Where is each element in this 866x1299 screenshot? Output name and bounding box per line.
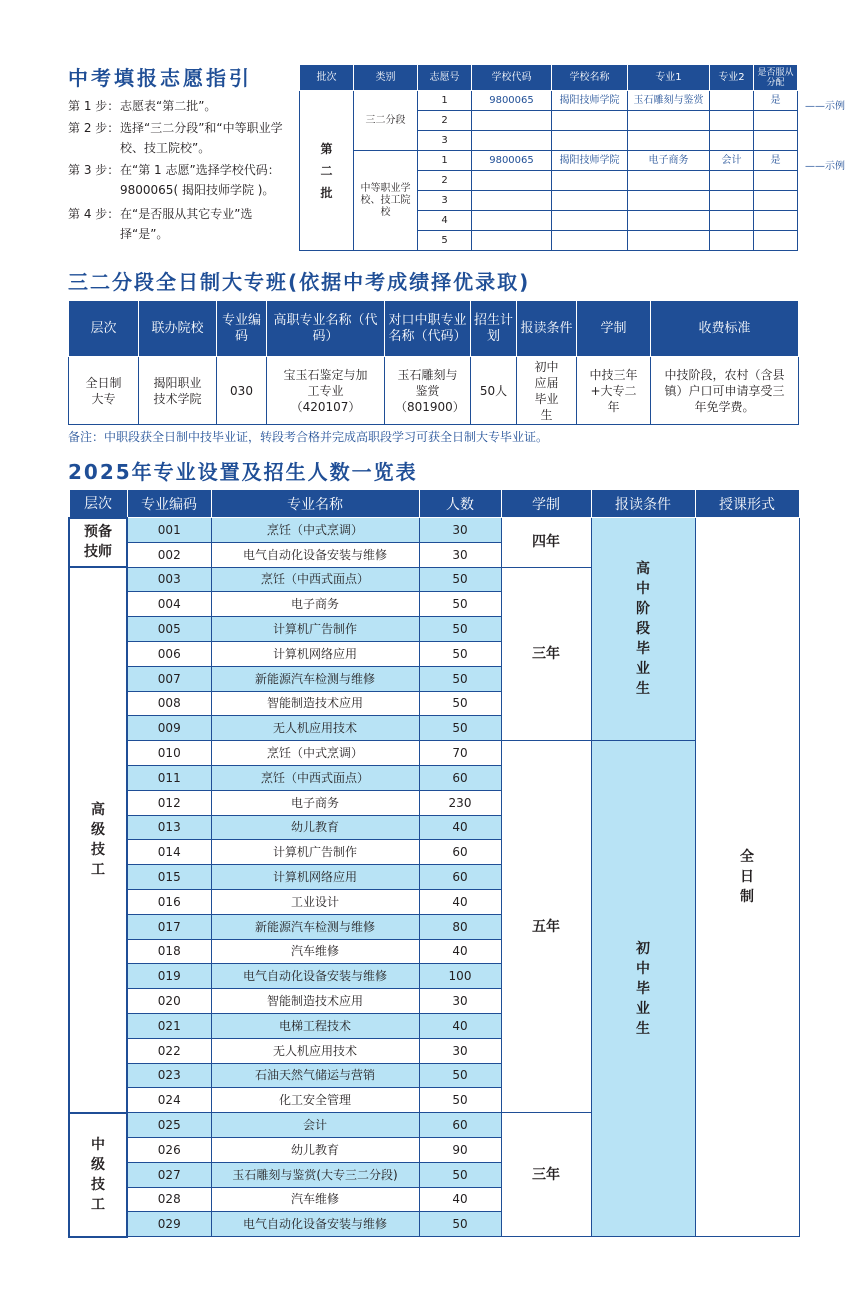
t3-header: 专业编码 <box>127 490 211 518</box>
enrollment-count: 50 <box>419 567 501 592</box>
major-code: 006 <box>127 641 211 666</box>
section2-title: 三二分段全日制大专班(依据中考成绩择优录取) <box>68 270 531 294</box>
major-name: 烹饪（中西式面点） <box>211 567 419 592</box>
enrollment-count: 30 <box>419 542 501 567</box>
form-cell: 玉石雕刻与鉴赏 <box>628 91 710 111</box>
enrollment-count: 60 <box>419 765 501 790</box>
major-name: 计算机网络应用 <box>211 865 419 890</box>
form-header: 志愿号 <box>418 65 472 91</box>
form-cell: 是 <box>754 151 798 171</box>
major-name: 无人机应用技术 <box>211 716 419 741</box>
form-header: 学校代码 <box>472 65 552 91</box>
t2-plan: 50人 <box>471 357 517 425</box>
form-cell: 9800065 <box>472 151 552 171</box>
t3-header: 学制 <box>501 490 591 518</box>
major-code: 026 <box>127 1137 211 1162</box>
enrollment-count: 30 <box>419 1038 501 1063</box>
major-name: 计算机广告制作 <box>211 840 419 865</box>
section3-title: 2025年专业设置及招生人数一览表 <box>68 460 418 484</box>
guide-step-1 <box>68 96 217 116</box>
major-code: 020 <box>127 989 211 1014</box>
joint-college-table <box>68 300 799 425</box>
t3-header: 报读条件 <box>591 490 695 518</box>
t2-header: 专业编码 <box>217 301 267 357</box>
major-name: 新能源汽车检测与维修 <box>211 914 419 939</box>
step-number: 第 4 步： <box>68 207 120 221</box>
enrollment-count: 80 <box>419 914 501 939</box>
enrollment-count: 70 <box>419 741 501 766</box>
major-code: 015 <box>127 865 211 890</box>
enrollment-count: 50 <box>419 617 501 642</box>
major-name: 计算机广告制作 <box>211 617 419 642</box>
t2-sv-major: 玉石雕刻与鉴赏（801900） <box>385 357 471 425</box>
t2-fee: 中技阶段，农村（含县镇）户口可申请享受三年免学费。 <box>651 357 799 425</box>
major-name: 计算机网络应用 <box>211 641 419 666</box>
major-name: 汽车维修 <box>211 1187 419 1212</box>
application-form-table <box>299 64 798 251</box>
step-text: 选择“三二分段”和“中等职业学校、技工院校”。 <box>120 121 283 155</box>
step-text: 在“第 1 志愿”选择学校代码：9800065( 揭阳技师学院 )。 <box>120 163 280 197</box>
t2-duration: 中技三年+大专二年 <box>577 357 651 425</box>
t2-header: 报读条件 <box>517 301 577 357</box>
major-name: 电子商务 <box>211 790 419 815</box>
duration-cell: 四年 <box>501 518 591 568</box>
enrollment-count: 60 <box>419 865 501 890</box>
level-cell: 高级技工 <box>69 567 127 1113</box>
requirement-cell: 初中毕业生 <box>591 741 695 1237</box>
majors-table <box>68 489 800 1238</box>
major-code: 018 <box>127 939 211 964</box>
major-name: 烹饪（中式烹调） <box>211 741 419 766</box>
major-name: 智能制造技术应用 <box>211 691 419 716</box>
enrollment-count: 40 <box>419 1187 501 1212</box>
form-cell: 电子商务 <box>628 151 710 171</box>
enrollment-count: 50 <box>419 691 501 716</box>
enrollment-count: 30 <box>419 989 501 1014</box>
form-cell: 9800065 <box>472 91 552 111</box>
form-cell: 5 <box>418 231 472 251</box>
step-number: 第 1 步： <box>68 99 120 113</box>
form-cell: 3 <box>418 131 472 151</box>
enrollment-count: 30 <box>419 518 501 543</box>
step-number: 第 3 步： <box>68 163 120 177</box>
t2-header: 收费标准 <box>651 301 799 357</box>
guide-step-3 <box>68 160 280 197</box>
major-name: 新能源汽车检测与维修 <box>211 666 419 691</box>
enrollment-count: 40 <box>419 815 501 840</box>
form-header-row <box>300 65 798 91</box>
form-cell: 是 <box>754 91 798 111</box>
major-code: 017 <box>127 914 211 939</box>
major-name: 幼儿教育 <box>211 1137 419 1162</box>
major-code: 009 <box>127 716 211 741</box>
enrollment-count: 50 <box>419 1088 501 1113</box>
step-text: 在“是否服从其它专业”选择“是”。 <box>120 207 253 241</box>
major-code: 007 <box>127 666 211 691</box>
major-code: 021 <box>127 1013 211 1038</box>
major-code: 023 <box>127 1063 211 1088</box>
major-code: 024 <box>127 1088 211 1113</box>
major-name: 电子商务 <box>211 592 419 617</box>
form-cell: 4 <box>418 211 472 231</box>
major-code: 014 <box>127 840 211 865</box>
form-cell: 2 <box>418 171 472 191</box>
duration-cell: 三年 <box>501 1113 591 1237</box>
major-name: 电气自动化设备安装与维修 <box>211 542 419 567</box>
major-code: 022 <box>127 1038 211 1063</box>
t2-header: 联办院校 <box>139 301 217 357</box>
major-name: 电气自动化设备安装与维修 <box>211 964 419 989</box>
t2-header: 招生计划 <box>471 301 517 357</box>
t3-body <box>69 518 799 1237</box>
t2-row <box>69 357 799 425</box>
form-category-2: 中等职业学校、技工院校 <box>354 151 418 251</box>
form-batch: 第二批 <box>300 91 354 251</box>
guide-step-4 <box>68 204 253 241</box>
enrollment-count: 40 <box>419 889 501 914</box>
step-number: 第 2 步： <box>68 121 120 135</box>
major-code: 003 <box>127 567 211 592</box>
form-header: 批次 <box>300 65 354 91</box>
t3-header: 专业名称 <box>211 490 419 518</box>
major-name: 化工安全管理 <box>211 1088 419 1113</box>
t2-header: 对口中职专业名称（代码） <box>385 301 471 357</box>
major-code: 029 <box>127 1212 211 1237</box>
t2-header: 学制 <box>577 301 651 357</box>
form-header: 专业1 <box>628 65 710 91</box>
major-name: 烹饪（中西式面点） <box>211 765 419 790</box>
enrollment-count: 50 <box>419 1162 501 1187</box>
major-code: 012 <box>127 790 211 815</box>
t2-hv-major: 宝玉石鉴定与加工专业（420107） <box>267 357 385 425</box>
form-cell: 会计 <box>710 151 754 171</box>
t3-header: 人数 <box>419 490 501 518</box>
major-name: 智能制造技术应用 <box>211 989 419 1014</box>
enrollment-count: 50 <box>419 641 501 666</box>
major-name: 烹饪（中式烹调） <box>211 518 419 543</box>
enrollment-count: 50 <box>419 592 501 617</box>
t2-level: 全日制大专 <box>69 357 139 425</box>
form-header: 专业2 <box>710 65 754 91</box>
major-code: 010 <box>127 741 211 766</box>
guide-title: 中考填报志愿指引 <box>68 66 252 90</box>
table-row <box>69 518 799 543</box>
form-cell: 1 <box>418 151 472 171</box>
step-text: 志愿表“第二批”。 <box>120 99 217 113</box>
form-cell: 揭阳技师学院 <box>552 91 628 111</box>
major-name: 电梯工程技术 <box>211 1013 419 1038</box>
major-code: 005 <box>127 617 211 642</box>
form-header: 是否服从分配 <box>754 65 798 91</box>
section2-note: 备注：中职段获全日制中技毕业证，转段考合格并完成高职段学习可获全日制大专毕业证。 <box>68 430 549 444</box>
table-row <box>69 741 799 766</box>
major-code: 004 <box>127 592 211 617</box>
enrollment-count: 230 <box>419 790 501 815</box>
major-code: 028 <box>127 1187 211 1212</box>
t3-header: 授课形式 <box>695 490 799 518</box>
major-name: 玉石雕刻与鉴赏(大专三二分段) <box>211 1162 419 1187</box>
t2-header: 层次 <box>69 301 139 357</box>
level-cell: 中级技工 <box>69 1113 127 1237</box>
major-code: 025 <box>127 1113 211 1138</box>
form-cell: 1 <box>418 91 472 111</box>
t2-condition: 初中应届毕业生 <box>517 357 577 425</box>
major-code: 027 <box>127 1162 211 1187</box>
t2-code: 030 <box>217 357 267 425</box>
t2-header: 高职专业名称（代码） <box>267 301 385 357</box>
example-label: ——示例 <box>805 161 845 172</box>
enrollment-count: 40 <box>419 1013 501 1038</box>
major-name: 汽车维修 <box>211 939 419 964</box>
major-name: 会计 <box>211 1113 419 1138</box>
enrollment-count: 50 <box>419 716 501 741</box>
major-code: 013 <box>127 815 211 840</box>
major-code: 019 <box>127 964 211 989</box>
t3-header-row <box>69 490 799 518</box>
enrollment-count: 40 <box>419 939 501 964</box>
enrollment-count: 50 <box>419 1063 501 1088</box>
major-name: 无人机应用技术 <box>211 1038 419 1063</box>
teaching-mode-cell: 全日制 <box>695 518 799 1237</box>
major-code: 016 <box>127 889 211 914</box>
form-header: 类别 <box>354 65 418 91</box>
duration-cell: 三年 <box>501 567 591 741</box>
t2-college: 揭阳职业技术学院 <box>139 357 217 425</box>
enrollment-count: 100 <box>419 964 501 989</box>
t2-header-row <box>69 301 799 357</box>
t3-header: 层次 <box>69 490 127 518</box>
form-cell: 3 <box>418 191 472 211</box>
enrollment-count: 90 <box>419 1137 501 1162</box>
level-cell: 预备技师 <box>69 518 127 568</box>
example-label: ——示例 <box>805 101 845 112</box>
form-category-1: 三二分段 <box>354 91 418 151</box>
guide-step-2 <box>68 118 283 155</box>
major-name: 石油天然气储运与营销 <box>211 1063 419 1088</box>
major-code: 011 <box>127 765 211 790</box>
enrollment-count: 60 <box>419 1113 501 1138</box>
form-header: 学校名称 <box>552 65 628 91</box>
major-name: 幼儿教育 <box>211 815 419 840</box>
form-cell: 揭阳技师学院 <box>552 151 628 171</box>
requirement-cell: 高中阶段毕业生 <box>591 518 695 741</box>
major-name: 电气自动化设备安装与维修 <box>211 1212 419 1237</box>
enrollment-count: 50 <box>419 666 501 691</box>
enrollment-count: 60 <box>419 840 501 865</box>
duration-cell: 五年 <box>501 741 591 1113</box>
major-code: 001 <box>127 518 211 543</box>
enrollment-count: 50 <box>419 1212 501 1237</box>
major-code: 008 <box>127 691 211 716</box>
major-code: 002 <box>127 542 211 567</box>
form-cell <box>710 91 754 111</box>
major-name: 工业设计 <box>211 889 419 914</box>
form-cell: 2 <box>418 111 472 131</box>
